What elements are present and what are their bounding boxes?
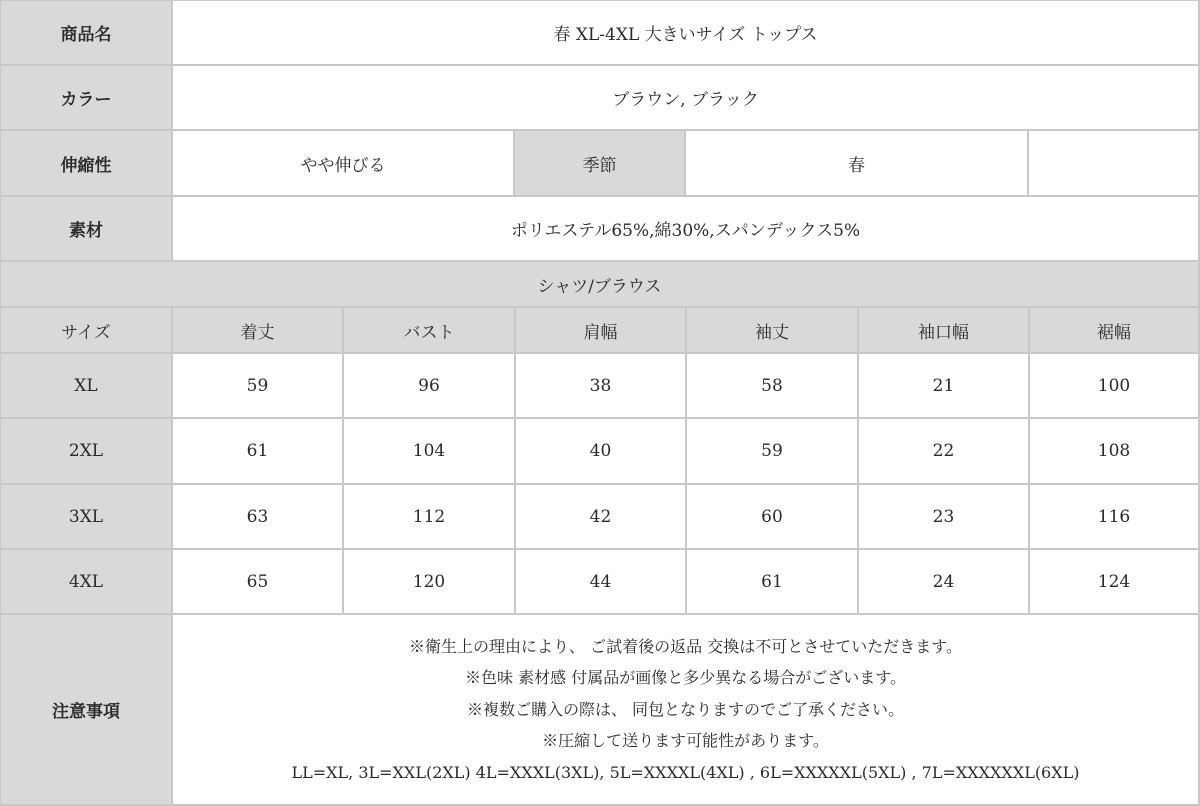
notes-row (1, 615, 1200, 806)
size-name: 3XL (1, 485, 173, 550)
table-cell: 59 (687, 419, 859, 485)
column-header: 着丈 (173, 308, 344, 354)
size-name: 4XL (1, 550, 173, 615)
notes-body (173, 615, 1200, 806)
table-cell: 44 (516, 550, 687, 615)
table-cell: 96 (344, 354, 516, 419)
color-label: カラー (1, 66, 173, 131)
material-label: 素材 (1, 197, 173, 262)
table-cell: 22 (859, 419, 1030, 485)
table-cell: 61 (687, 550, 859, 615)
table-cell: 61 (173, 419, 344, 485)
table-row (1, 485, 1200, 550)
table-cell: 63 (173, 485, 344, 550)
stretch-season-row (1, 131, 1200, 197)
size-header-row (1, 308, 1200, 354)
note-line: ※複数ご購入の際は、 同包となりますのでご了承ください。 (466, 699, 905, 719)
note-line: ※色味 素材感 付属品が画像と多少異なる場合がございます。 (465, 668, 906, 688)
category-row (1, 262, 1200, 308)
table-cell: 42 (516, 485, 687, 550)
product-name-value: 春 XL-4XL 大きいサイズ トップス (173, 1, 1200, 66)
table-cell: 116 (1030, 485, 1200, 550)
size-label: サイズ (1, 308, 173, 354)
column-header: 袖口幅 (859, 308, 1030, 354)
table-row (1, 354, 1200, 419)
material-row (1, 197, 1200, 262)
size-conversion-line: LL=XL, 3L=XXL(2XL) 4L=XXXL(3XL), 5L=XXXXL(4XL) , 6L=XXXXXL(5XL) , 7L=XXXXXXL(6XL) (291, 762, 1080, 782)
empty-cell (1029, 131, 1200, 197)
color-value: ブラウン, ブラック (173, 66, 1200, 131)
table-cell: 108 (1030, 419, 1200, 485)
table-cell: 38 (516, 354, 687, 419)
column-header: 裾幅 (1030, 308, 1200, 354)
size-name: 2XL (1, 419, 173, 485)
table-cell: 40 (516, 419, 687, 485)
material-value: ポリエステル65%,綿30%,スパンデックス5% (173, 197, 1200, 262)
note-line: ※圧縮して送ります可能性があります。 (542, 731, 829, 751)
table-cell: 120 (344, 550, 516, 615)
table-cell: 100 (1030, 354, 1200, 419)
table-cell: 23 (859, 485, 1030, 550)
column-header: 袖丈 (687, 308, 859, 354)
stretch-value: やや伸びる (173, 131, 515, 197)
column-header: 肩幅 (516, 308, 687, 354)
note-line: ※衛生上の理由により、 ご試着後の返品 交換は不可とさせていただきます。 (409, 636, 962, 656)
color-row (1, 66, 1200, 131)
season-label: 季節 (515, 131, 686, 197)
table-cell: 59 (173, 354, 344, 419)
category-title: シャツ/ブラウス (1, 262, 1200, 308)
stretch-label: 伸縮性 (1, 131, 173, 197)
table-cell: 58 (687, 354, 859, 419)
column-header: バスト (344, 308, 516, 354)
table-cell: 60 (687, 485, 859, 550)
product-name-label: 商品名 (1, 1, 173, 66)
table-cell: 24 (859, 550, 1030, 615)
table-cell: 65 (173, 550, 344, 615)
notes-label: 注意事項 (1, 615, 173, 806)
table-cell: 124 (1030, 550, 1200, 615)
table-cell: 104 (344, 419, 516, 485)
table-row (1, 550, 1200, 615)
table-row (1, 419, 1200, 485)
size-name: XL (1, 354, 173, 419)
table-cell: 112 (344, 485, 516, 550)
table-cell: 21 (859, 354, 1030, 419)
product-name-row (1, 1, 1200, 66)
season-value: 春 (686, 131, 1029, 197)
